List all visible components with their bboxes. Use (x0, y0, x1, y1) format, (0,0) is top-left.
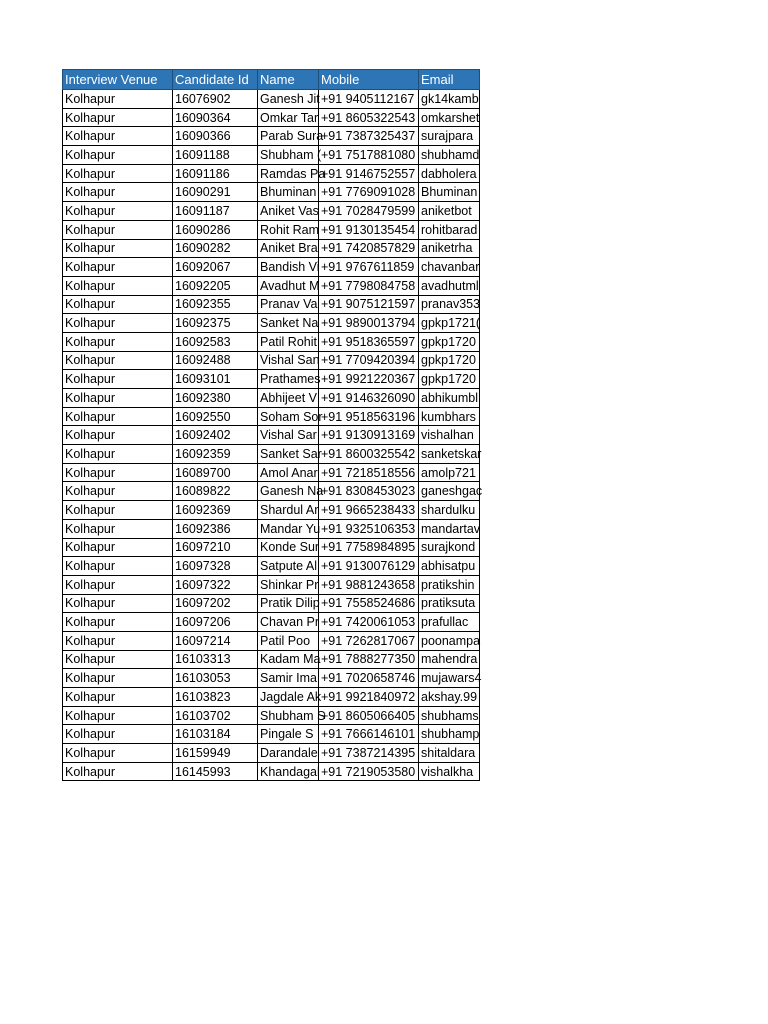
cell-interview-venue[interactable]: Kolhapur (63, 762, 173, 781)
cell-candidate-id[interactable]: 16090366 (173, 127, 258, 146)
cell-mobile[interactable]: +91 7888277350 (319, 650, 419, 669)
cell-interview-venue[interactable]: Kolhapur (63, 164, 173, 183)
cell-candidate-id[interactable]: 16159949 (173, 744, 258, 763)
cell-email[interactable]: abhikumbl (419, 389, 480, 408)
cell-interview-venue[interactable]: Kolhapur (63, 519, 173, 538)
cell-name[interactable]: Pratik Dilip (258, 594, 319, 613)
cell-mobile[interactable]: +91 9890013794 (319, 314, 419, 333)
cell-name[interactable]: Bandish Vi (258, 258, 319, 277)
table-row (63, 202, 480, 221)
cell-candidate-id[interactable]: 16090282 (173, 239, 258, 258)
cell-email[interactable]: shardulku (419, 501, 480, 520)
cell-interview-venue[interactable]: Kolhapur (63, 744, 173, 763)
table-row (63, 164, 480, 183)
cell-email[interactable]: rohitbarad (419, 220, 480, 239)
cell-email[interactable]: shubhams (419, 706, 480, 725)
cell-candidate-id[interactable]: 16090364 (173, 108, 258, 127)
cell-mobile[interactable]: +91 7028479599 (319, 202, 419, 221)
cell-candidate-id[interactable]: 16091187 (173, 202, 258, 221)
cell-name[interactable]: Darandale (258, 744, 319, 763)
cell-mobile[interactable]: +91 9325106353 (319, 519, 419, 538)
table-row (63, 108, 480, 127)
cell-email[interactable]: gpkp1720 (419, 351, 480, 370)
cell-interview-venue[interactable]: Kolhapur (63, 631, 173, 650)
cell-interview-venue[interactable]: Kolhapur (63, 389, 173, 408)
candidate-table (62, 69, 483, 781)
table-row (63, 631, 480, 650)
cell-mobile[interactable]: +91 9130076129 (319, 557, 419, 576)
cell-candidate-id[interactable]: 16092375 (173, 314, 258, 333)
cell-name[interactable]: Omkar Tar (258, 108, 319, 127)
table-header (63, 70, 480, 90)
cell-interview-venue[interactable]: Kolhapur (63, 650, 173, 669)
cell-interview-venue[interactable]: Kolhapur (63, 613, 173, 632)
cell-mobile[interactable]: +91 9130913169 (319, 426, 419, 445)
cell-mobile[interactable]: +91 9130135454 (319, 220, 419, 239)
cell-interview-venue[interactable]: Kolhapur (63, 426, 173, 445)
cell-mobile[interactable]: +91 9881243658 (319, 575, 419, 594)
cell-mobile[interactable]: +91 9075121597 (319, 295, 419, 314)
cell-name[interactable]: Pingale S (258, 725, 319, 744)
cell-mobile[interactable]: +91 9665238433 (319, 501, 419, 520)
cell-candidate-id[interactable]: 16090291 (173, 183, 258, 202)
cell-candidate-id[interactable]: 16103702 (173, 706, 258, 725)
table-row (63, 445, 480, 464)
table-row (63, 688, 480, 707)
cell-email[interactable]: vishalhan (419, 426, 480, 445)
table-row (63, 594, 480, 613)
cell-email[interactable]: gk14kamb (419, 90, 480, 109)
cell-interview-venue[interactable]: Kolhapur (63, 725, 173, 744)
cell-interview-venue[interactable]: Kolhapur (63, 445, 173, 464)
cell-mobile[interactable]: +91 7420857829 (319, 239, 419, 258)
cell-name[interactable]: Samir Ima (258, 669, 319, 688)
cell-email[interactable]: mahendra (419, 650, 480, 669)
cell-interview-venue[interactable]: Kolhapur (63, 594, 173, 613)
cell-candidate-id[interactable]: 16092550 (173, 407, 258, 426)
table-row (63, 744, 480, 763)
table-row (63, 220, 480, 239)
cell-name[interactable]: Parab Sura (258, 127, 319, 146)
cell-email[interactable]: vishalkha (419, 762, 480, 781)
cell-name[interactable]: Chavan Pr (258, 613, 319, 632)
table-row (63, 706, 480, 725)
cell-email[interactable]: shitaldara (419, 744, 480, 763)
cell-candidate-id[interactable]: 16092402 (173, 426, 258, 445)
cell-email[interactable]: ganeshgac (419, 482, 480, 501)
cell-email[interactable]: gpkp1720 (419, 370, 480, 389)
table-row (63, 538, 480, 557)
cell-interview-venue[interactable]: Kolhapur (63, 538, 173, 557)
cell-name[interactable]: Ramdas Pa (258, 164, 319, 183)
cell-email[interactable]: avadhutml (419, 276, 480, 295)
cell-candidate-id[interactable]: 16092380 (173, 389, 258, 408)
cell-mobile[interactable]: +91 7517881080 (319, 146, 419, 165)
cell-interview-venue[interactable]: Kolhapur (63, 276, 173, 295)
cell-name[interactable]: Shubham ( (258, 146, 319, 165)
cell-email[interactable]: gpkp1720 (419, 332, 480, 351)
cell-mobile[interactable]: +91 7558524686 (319, 594, 419, 613)
cell-mobile[interactable]: +91 7387325437 (319, 127, 419, 146)
cell-name[interactable]: Vishal San (258, 351, 319, 370)
cell-name[interactable]: Satpute Al (258, 557, 319, 576)
cell-candidate-id[interactable]: 16092369 (173, 501, 258, 520)
cell-interview-venue[interactable]: Kolhapur (63, 127, 173, 146)
cell-candidate-id[interactable]: 16097210 (173, 538, 258, 557)
cell-interview-venue[interactable]: Kolhapur (63, 688, 173, 707)
cell-candidate-id[interactable]: 16097214 (173, 631, 258, 650)
cell-candidate-id[interactable]: 16092205 (173, 276, 258, 295)
cell-candidate-id[interactable]: 16076902 (173, 90, 258, 109)
header-interview-venue[interactable]: Interview Venue (63, 70, 173, 90)
cell-interview-venue[interactable]: Kolhapur (63, 706, 173, 725)
cell-mobile[interactable]: +91 9518365597 (319, 332, 419, 351)
cell-interview-venue[interactable]: Kolhapur (63, 239, 173, 258)
cell-name[interactable]: Patil Poo (258, 631, 319, 650)
cell-candidate-id[interactable]: 16091188 (173, 146, 258, 165)
cell-interview-venue[interactable]: Kolhapur (63, 575, 173, 594)
cell-interview-venue[interactable]: Kolhapur (63, 295, 173, 314)
cell-email[interactable]: akshay.99 (419, 688, 480, 707)
cell-candidate-id[interactable]: 16092583 (173, 332, 258, 351)
cell-mobile[interactable]: +91 9146326090 (319, 389, 419, 408)
cell-email[interactable]: surajpara (419, 127, 480, 146)
cell-mobile[interactable]: +91 9518563196 (319, 407, 419, 426)
cell-name[interactable]: Shinkar Pr (258, 575, 319, 594)
cell-candidate-id[interactable]: 16092488 (173, 351, 258, 370)
cell-name[interactable]: Konde Sur (258, 538, 319, 557)
table-row (63, 370, 480, 389)
cell-email[interactable]: pranav353 (419, 295, 480, 314)
table-row (63, 258, 480, 277)
cell-name[interactable]: Shubham S (258, 706, 319, 725)
table-row (63, 295, 480, 314)
cell-name[interactable]: Shardul Ar (258, 501, 319, 520)
cell-candidate-id[interactable]: 16097328 (173, 557, 258, 576)
header-row (63, 70, 480, 90)
cell-email[interactable]: amolp721 (419, 463, 480, 482)
cell-candidate-id[interactable]: 16093101 (173, 370, 258, 389)
cell-email[interactable]: kumbhars (419, 407, 480, 426)
cell-email[interactable]: mujawars4 (419, 669, 480, 688)
cell-email[interactable]: surajkond (419, 538, 480, 557)
cell-candidate-id[interactable]: 16103184 (173, 725, 258, 744)
cell-name[interactable]: Bhuminan (258, 183, 319, 202)
cell-candidate-id[interactable]: 16092355 (173, 295, 258, 314)
table-row (63, 650, 480, 669)
cell-interview-venue[interactable]: Kolhapur (63, 314, 173, 333)
table-row (63, 389, 480, 408)
cell-mobile[interactable]: +91 9767611859 (319, 258, 419, 277)
cell-interview-venue[interactable]: Kolhapur (63, 482, 173, 501)
cell-name[interactable]: Sanket Sar (258, 445, 319, 464)
cell-name[interactable]: Abhijeet V (258, 389, 319, 408)
cell-name[interactable]: Jagdale Ak (258, 688, 319, 707)
cell-interview-venue[interactable]: Kolhapur (63, 669, 173, 688)
cell-name[interactable]: Ganesh Jit (258, 90, 319, 109)
cell-mobile[interactable]: +91 9921220367 (319, 370, 419, 389)
cell-interview-venue[interactable]: Kolhapur (63, 370, 173, 389)
cell-email[interactable]: abhisatpu (419, 557, 480, 576)
table-row (63, 332, 480, 351)
cell-candidate-id[interactable]: 16145993 (173, 762, 258, 781)
cell-email[interactable]: poonampa (419, 631, 480, 650)
cell-interview-venue[interactable]: Kolhapur (63, 108, 173, 127)
cell-candidate-id[interactable]: 16092359 (173, 445, 258, 464)
cell-email[interactable]: shubhamp (419, 725, 480, 744)
cell-candidate-id[interactable]: 16103053 (173, 669, 258, 688)
cell-email[interactable]: prafullac (419, 613, 480, 632)
table-row (63, 127, 480, 146)
cell-interview-venue[interactable]: Kolhapur (63, 463, 173, 482)
cell-email[interactable]: aniketrha (419, 239, 480, 258)
table-row (63, 183, 480, 202)
cell-candidate-id[interactable]: 16097322 (173, 575, 258, 594)
table-row (63, 314, 480, 333)
cell-mobile[interactable]: +91 7020658746 (319, 669, 419, 688)
cell-name[interactable]: Rohit Ram (258, 220, 319, 239)
cell-name[interactable]: Vishal Sar (258, 426, 319, 445)
cell-mobile[interactable]: +91 8605322543 (319, 108, 419, 127)
cell-email[interactable]: Bhuminan (419, 183, 480, 202)
cell-name[interactable]: Aniket Bra (258, 239, 319, 258)
cell-mobile[interactable]: +91 7219053580 (319, 762, 419, 781)
cell-interview-venue[interactable]: Kolhapur (63, 258, 173, 277)
table-row (63, 276, 480, 295)
table-row (63, 669, 480, 688)
cell-email[interactable]: dabholera (419, 164, 480, 183)
cell-name[interactable]: Soham Sor (258, 407, 319, 426)
table-row (63, 725, 480, 744)
cell-mobile[interactable]: +91 7387214395 (319, 744, 419, 763)
table-row (63, 519, 480, 538)
cell-candidate-id[interactable]: 16092067 (173, 258, 258, 277)
table-row (63, 482, 480, 501)
table-row (63, 407, 480, 426)
cell-mobile[interactable]: +91 7758984895 (319, 538, 419, 557)
table-row (63, 501, 480, 520)
cell-name[interactable]: Kadam Ma (258, 650, 319, 669)
cell-interview-venue[interactable]: Kolhapur (63, 501, 173, 520)
cell-mobile[interactable]: +91 8605066405 (319, 706, 419, 725)
cell-interview-venue[interactable]: Kolhapur (63, 183, 173, 202)
cell-interview-venue[interactable]: Kolhapur (63, 146, 173, 165)
cell-candidate-id[interactable]: 16092386 (173, 519, 258, 538)
cell-name[interactable]: Patil Rohit (258, 332, 319, 351)
table-row (63, 557, 480, 576)
header-email[interactable]: Email (419, 70, 480, 90)
cell-name[interactable]: Mandar Yu (258, 519, 319, 538)
cell-name[interactable]: Khandagal (258, 762, 319, 781)
cell-candidate-id[interactable]: 16090286 (173, 220, 258, 239)
cell-email[interactable]: gpkp1721( (419, 314, 480, 333)
cell-name[interactable]: Sanket Na (258, 314, 319, 333)
cell-interview-venue[interactable]: Kolhapur (63, 90, 173, 109)
cell-candidate-id[interactable]: 16089822 (173, 482, 258, 501)
cell-interview-venue[interactable]: Kolhapur (63, 220, 173, 239)
table-row (63, 239, 480, 258)
cell-name[interactable]: Prathames (258, 370, 319, 389)
cell-mobile[interactable]: +91 9405112167 (319, 90, 419, 109)
cell-interview-venue[interactable]: Kolhapur (63, 202, 173, 221)
cell-name[interactable]: Ganesh Na (258, 482, 319, 501)
cell-mobile[interactable]: +91 7218518556 (319, 463, 419, 482)
cell-mobile[interactable]: +91 8308453023 (319, 482, 419, 501)
header-name[interactable]: Name (258, 70, 319, 90)
cell-candidate-id[interactable]: 16089700 (173, 463, 258, 482)
cell-candidate-id[interactable]: 16097202 (173, 594, 258, 613)
table-row (63, 426, 480, 445)
cell-email[interactable]: chavanbar (419, 258, 480, 277)
table-row (63, 613, 480, 632)
cell-interview-venue[interactable]: Kolhapur (63, 407, 173, 426)
cell-name[interactable]: Amol Anar (258, 463, 319, 482)
cell-mobile[interactable]: +91 7769091028 (319, 183, 419, 202)
cell-mobile[interactable]: +91 7666146101 (319, 725, 419, 744)
cell-mobile[interactable]: +91 7709420394 (319, 351, 419, 370)
cell-email[interactable]: pratikshin (419, 575, 480, 594)
cell-name[interactable]: Pranav Va (258, 295, 319, 314)
table-row (63, 575, 480, 594)
cell-mobile[interactable]: +91 9921840972 (319, 688, 419, 707)
cell-email[interactable]: shubhamd (419, 146, 480, 165)
cell-name[interactable]: Avadhut M (258, 276, 319, 295)
cell-interview-venue[interactable]: Kolhapur (63, 557, 173, 576)
cell-name[interactable]: Aniket Vas (258, 202, 319, 221)
table-row (63, 146, 480, 165)
cell-email[interactable]: aniketbot (419, 202, 480, 221)
cell-candidate-id[interactable]: 16097206 (173, 613, 258, 632)
cell-candidate-id[interactable]: 16091186 (173, 164, 258, 183)
cell-interview-venue[interactable]: Kolhapur (63, 351, 173, 370)
header-candidate-id[interactable]: Candidate Id (173, 70, 258, 90)
cell-email[interactable]: omkarshet (419, 108, 480, 127)
table-body (63, 90, 483, 781)
cell-email[interactable]: sanketskar (419, 445, 480, 464)
cell-mobile[interactable]: +91 8600325542 (319, 445, 419, 464)
cell-candidate-id[interactable]: 16103313 (173, 650, 258, 669)
cell-mobile[interactable]: +91 9146752557 (319, 164, 419, 183)
table-row (63, 351, 480, 370)
table-row (63, 463, 480, 482)
table-row (63, 762, 480, 781)
header-mobile[interactable]: Mobile (319, 70, 419, 90)
cell-mobile[interactable]: +91 7420061053 (319, 613, 419, 632)
cell-interview-venue[interactable]: Kolhapur (63, 332, 173, 351)
table-row (63, 90, 480, 109)
cell-mobile[interactable]: +91 7262817067 (319, 631, 419, 650)
cell-mobile[interactable]: +91 7798084758 (319, 276, 419, 295)
cell-candidate-id[interactable]: 16103823 (173, 688, 258, 707)
cell-email[interactable]: pratiksuta (419, 594, 480, 613)
cell-email[interactable]: mandartav (419, 519, 480, 538)
